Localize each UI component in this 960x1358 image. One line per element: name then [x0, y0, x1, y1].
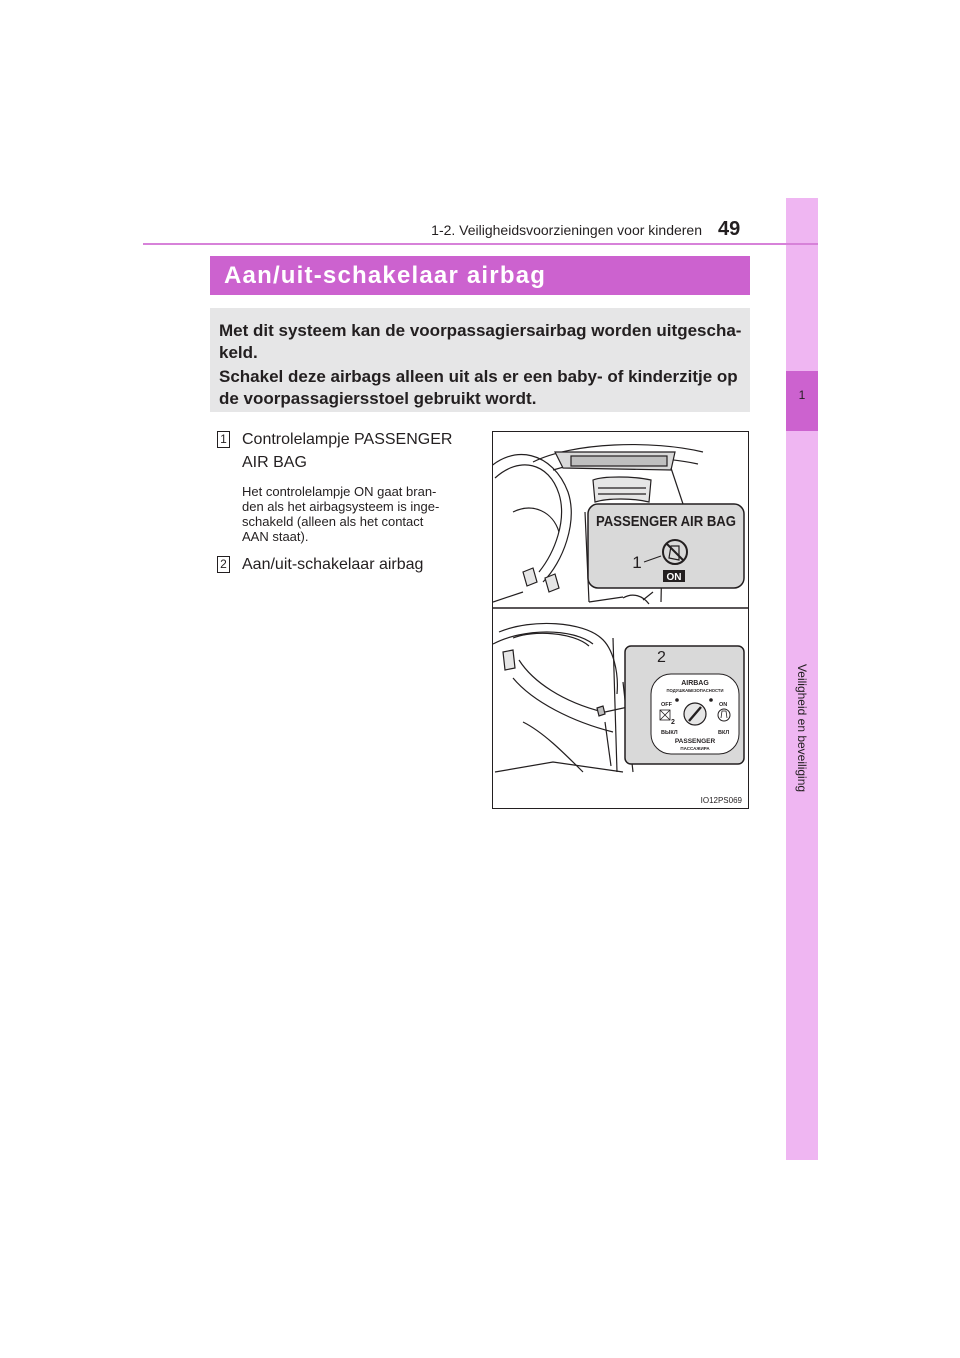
section-title: Aan/uit-schakelaar airbag	[224, 262, 547, 289]
indicator-label: PASSENGER AIR BAG	[596, 513, 736, 530]
chapter-side-tab	[786, 198, 818, 1160]
intro-line: Schakel deze airbags alleen uit als er een baby- of kinderzitje op	[219, 367, 738, 386]
header-rule	[143, 243, 818, 245]
item-1-body-line: den als het airbagsysteem is inge-	[242, 499, 440, 514]
dashboard-illustration	[493, 432, 748, 808]
page-number: 49	[718, 218, 741, 240]
item-1-body-line: Het controlelampje ON gaat bran-	[242, 484, 437, 499]
intro-line: Met dit systeem kan de voorpassagiersairbag worden uitgescha-	[219, 321, 742, 340]
section-title-bar	[210, 256, 750, 295]
switch-label-bottom-ru: ПАССАЖИРА	[680, 746, 710, 751]
callout-1: 1	[632, 553, 642, 572]
on-indicator-label: ON	[666, 572, 682, 583]
running-head: 1-2. Veiligheidsvoorzieningen voor kinderen	[431, 222, 702, 238]
chapter-number: 1	[798, 388, 806, 402]
item-1-title-line: AIR BAG	[242, 454, 307, 471]
chapter-label: Veiligheid en beveiliging	[795, 663, 809, 793]
intro-box	[210, 308, 750, 412]
item-1-title-line: Controlelampje PASSENGER	[242, 431, 453, 448]
item-2-title-line: Aan/uit-schakelaar airbag	[242, 556, 424, 573]
item-1-body-line: AAN staat).	[242, 529, 309, 544]
switch-on-ru-label: ВКЛ	[718, 730, 730, 736]
callout-2: 2	[657, 649, 666, 666]
item-1-title	[242, 428, 482, 474]
item-number-2: 2	[217, 556, 230, 573]
intro-line: keld.	[219, 343, 258, 362]
item-2-title	[242, 553, 482, 576]
item-1-body-line: schakeld (alleen als het contact	[242, 514, 424, 529]
intro-line: de voorpassagiersstoel gebruikt wordt.	[219, 389, 537, 408]
item-number-1: 1	[217, 431, 230, 448]
switch-label-top: AIRBAG	[681, 680, 709, 687]
switch-off-label: OFF	[661, 702, 672, 708]
item-1-body	[242, 484, 464, 544]
switch-label-bottom: PASSENGER	[674, 738, 716, 745]
airbag-figure	[492, 431, 749, 809]
figure-code: IO12PS069	[700, 796, 742, 805]
switch-on-label: ON	[719, 702, 728, 708]
svg-text:2: 2	[671, 719, 675, 726]
switch-label-top-ru: ПОДУШКАБЕЗОПАСНОСТИ	[666, 688, 724, 693]
switch-off-ru-label: ВЫКЛ	[661, 730, 678, 736]
